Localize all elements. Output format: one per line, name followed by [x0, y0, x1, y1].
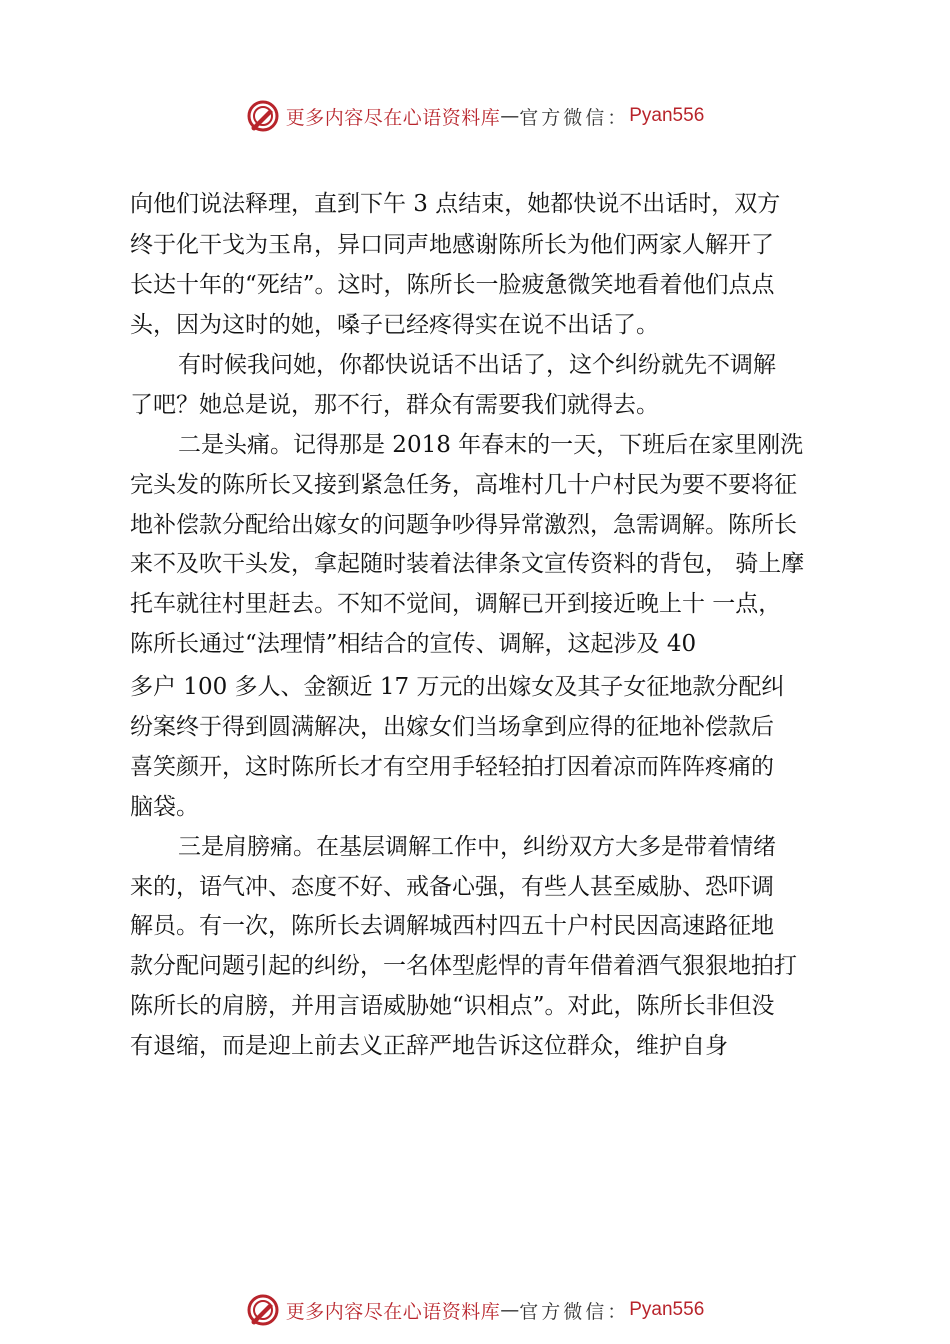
text-line: 托车就往村里赶去。不知不觉间，调解已开到接近晚上十 一点，: [130, 591, 782, 617]
brush-pen-logo-icon: [246, 1293, 280, 1327]
text-line: 完头发的陈所长又接到紧急任务，高堆村几十户村民为要不要将征: [130, 472, 797, 498]
text-line: 陈所长的肩膀，并用言语威胁她“识相点”。对此，陈所长非但没: [130, 993, 775, 1019]
banner-site-text: 更多内容尽在心语资料库: [285, 106, 501, 129]
text-line: 纷案终于得到圆满解决，出嫁女们当场拿到应得的征地补偿款后: [130, 714, 774, 740]
text-line: 来不及吹干头发，拿起随时装着法律条文宣传资料的背包， 骑上摩: [130, 551, 805, 577]
banner-site-text: 更多内容尽在心语资料库: [285, 1300, 501, 1323]
text-line: 二是头痛。记得那是 2018 年春末的一天，下班后在家里刚洗: [178, 432, 804, 458]
text-line: 地补偿款分配给出嫁女的问题争吵得异常激烈，急需调解。陈所长: [130, 512, 797, 538]
banner-wechat-label: 官方微信：: [519, 106, 630, 129]
text-line: 终于化干戈为玉帛，异口同声地感谢陈所长为他们两家人解开了: [130, 232, 774, 258]
text-line: 头，因为这时的她，嗓子已经疼得实在说不出话了。: [130, 312, 659, 338]
text-line: 陈所长通过“法理情”相结合的宣传、调解，这起涉及 40: [130, 631, 697, 657]
text-line: 脑袋。: [130, 794, 199, 820]
text-line: 向他们说法释理，直到下午 3 点结束，她都快说不出话时，双方: [130, 191, 781, 217]
text-line: 多户 100 多人、金额近 17 万元的出嫁女及其子女征地款分配纠: [130, 674, 785, 700]
text-line: 解员。有一次，陈所长去调解城西村四五十户村民因高速路征地: [130, 913, 774, 939]
text-line: 有退缩，而是迎上前去义正辞严地告诉这位群众，维护自身: [130, 1033, 728, 1059]
text-line: 有时候我问她，你都快说话不出话了，这个纠纷就先不调解: [178, 352, 776, 378]
footer-banner: [0, 1290, 950, 1330]
banner-separator: —: [500, 1299, 520, 1321]
banner-wechat-id: Pyan556: [629, 105, 705, 126]
banner-separator: —: [500, 105, 520, 127]
text-line: 喜笑颜开，这时陈所长才有空用手轻轻拍打因着凉而阵阵疼痛的: [130, 754, 774, 780]
text-line: 了吧？她总是说，那不行，群众有需要我们就得去。: [130, 392, 659, 418]
text-line: 来的，语气冲、态度不好、戒备心强，有些人甚至威胁、恐吓调: [130, 874, 774, 900]
banner-wechat-id: Pyan556: [629, 1299, 705, 1320]
text-line: 三是肩膀痛。在基层调解工作中，纠纷双方大多是带着情绪: [178, 834, 776, 860]
banner-wechat-label: 官方微信：: [519, 1300, 630, 1323]
text-line: 长达十年的“死结”。这时，陈所长一脸疲惫微笑地看着他们点点: [130, 272, 775, 298]
text-line: 款分配问题引起的纠纷，一名体型彪悍的青年借着酒气狠狠地拍打: [130, 953, 797, 979]
